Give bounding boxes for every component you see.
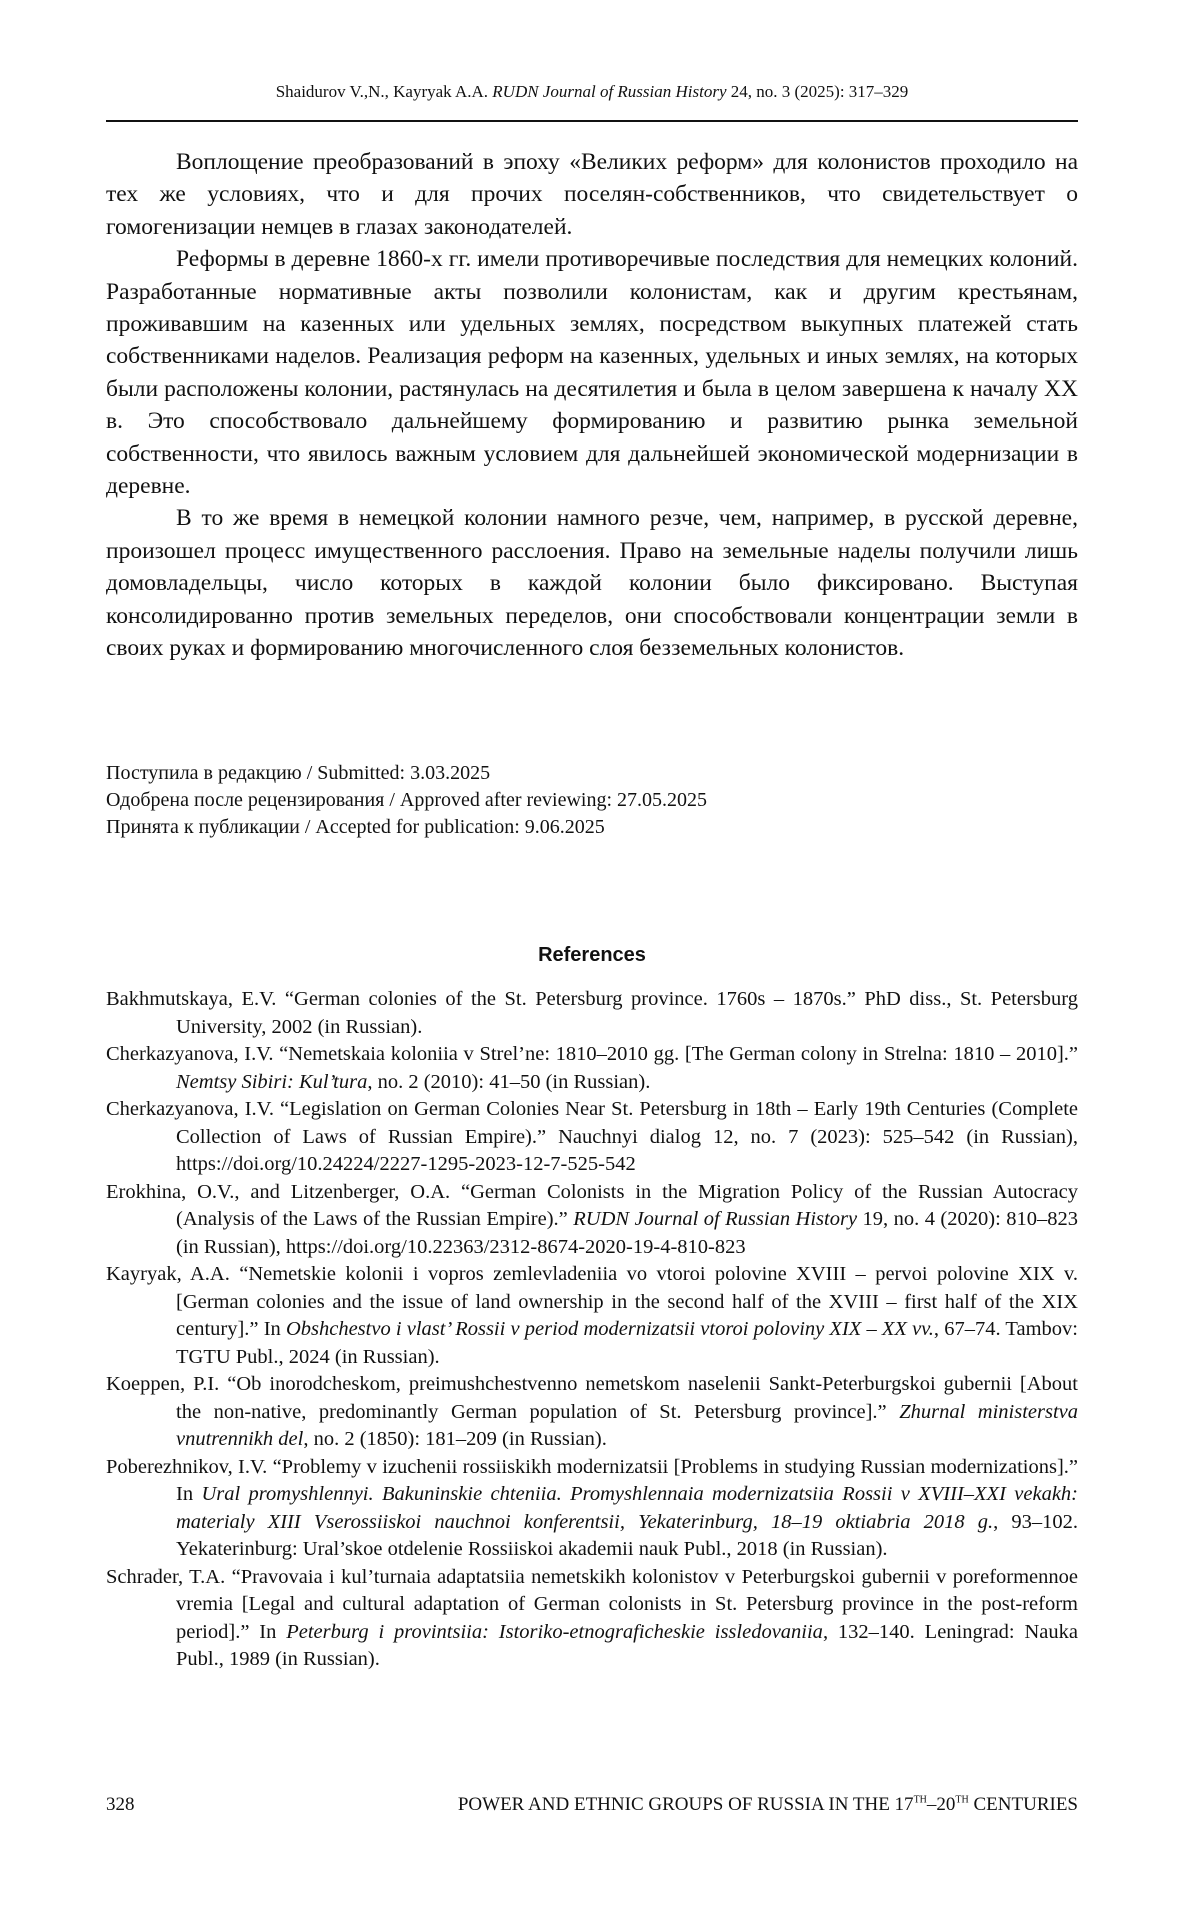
reference-item — [106, 1454, 1078, 1564]
reference-text: Schrader, T.A. “Pravovaia i kul’turnaia adaptatsiia nemetskikh kolonistov v Peterburgskoi gubernii v poreformennoe vremia [Legal and cultural adaptation of German colonists in St. Petersburg province in the post-reform period].” In — [106, 1566, 1078, 1643]
header-journal: RUDN Journal of Russian History — [492, 82, 726, 101]
superscript: TH — [914, 1795, 927, 1806]
series-title — [458, 1794, 1078, 1816]
reference-item — [106, 1261, 1078, 1371]
page-number: 328 — [106, 1794, 135, 1816]
reference-text: 19, no. 4 (2020): 810–823 (in Russian), https://doi.org/10.22363/2312-8674-2020-19-4-810-823 — [176, 1208, 1078, 1258]
reference-text: , 67–74. Tambov: TGTU Publ., 2024 (in Russian). — [176, 1318, 1078, 1368]
reference-item — [106, 1371, 1078, 1454]
reference-item — [106, 986, 1078, 1041]
reference-item — [106, 1564, 1078, 1674]
reference-title-italic: Nemtsy Sibiri: Kul’tura — [176, 1071, 367, 1093]
header-rule — [106, 120, 1078, 122]
page-footer — [106, 1794, 1078, 1816]
reference-title-italic: Zhurnal ministerstva vnutrennikh del — [176, 1401, 1078, 1451]
series-title-text: POWER AND ETHNIC GROUPS OF RUSSIA IN THE 17 — [458, 1794, 914, 1815]
reference-title-italic: RUDN Journal of Russian History — [573, 1208, 857, 1230]
superscript: TH — [955, 1795, 968, 1806]
reference-text: Koeppen, P.I. “Ob inorodcheskom, preimushchestvenno nemetskom naselenii Sankt-Peterburgskoi gubernii [About the non-native, predominantly German population of St. Petersburg province].” — [106, 1373, 1078, 1423]
reference-text: , 132–140. Leningrad: Nauka Publ., 1989 (in Russian). — [176, 1621, 1078, 1671]
reference-text: , no. 2 (1850): 181–209 (in Russian). — [303, 1428, 607, 1450]
series-title-text: –20 — [927, 1794, 956, 1815]
reference-item — [106, 1096, 1078, 1179]
references-heading: References — [106, 944, 1078, 967]
reference-text: Kayryak, A.A. “Nemetskie kolonii i vopros zemlevladeniia vo vtoroi polovine XVIII – pervoi polovine XIX v. [German colonies and the issue of land ownership in the second half of the XVIII – first half of the XIX century].” In — [106, 1263, 1078, 1340]
header-authors: Shaidurov V.,N., Kayryak A.A. — [276, 82, 493, 101]
paragraph: Воплощение преобразований в эпоху «Великих реформ» для колонистов проходило на тех же условиях, что и для прочих поселян-собственников, что свидетельствует о гомогенизации немцев в глазах законодателей. — [106, 146, 1078, 243]
reference-text: Poberezhnikov, I.V. “Problemy v izuchenii rossiiskikh modernizatsii [Problems in studying Russian modernizations].” In — [106, 1456, 1078, 1506]
reference-title-italic: Peterburg i provintsiia: Istoriko-etnograficheskie issledovaniia — [286, 1621, 823, 1643]
reference-text: Cherkazyanova, I.V. “Legislation on German Colonies Near St. Petersburg in 18th – Early 19th Centuries (Complete Collection of Laws of Russian Empire).” Nauchnyi dialog 12, no. 7 (2023): 525–542 (in Russian), https://doi.org/10.24224/2227-1295-2023-12-7-525-542 — [106, 1098, 1078, 1175]
reference-item — [106, 1041, 1078, 1096]
paragraph: В то же время в немецкой колонии намного резче, чем, например, в русской деревне, произошел процесс имущественного расслоения. Право на земельные наделы получили лишь домовладельцы, число которых в каждой колонии было фиксировано. Выступая консолидированно против земельных переделов, они способствовали концентрации земли в своих руках и формированию многочисленного слоя безземельных колонистов. — [106, 502, 1078, 664]
reference-title-italic: Obshchestvo i vlast’ Rossii v period modernizatsii vtoroi poloviny XIX – XX vv. — [286, 1318, 934, 1340]
references-list — [106, 986, 1078, 1674]
reference-text: , 93–102. Yekaterinburg: Ural’skoe otdelenie Rossiiskoi akademii nauk Publ., 2018 (in Russian). — [176, 1511, 1078, 1561]
running-header — [106, 82, 1078, 102]
accepted-date: Принята к публикации / Accepted for publication: 9.06.2025 — [106, 814, 707, 841]
paragraph: Реформы в деревне 1860-х гг. имели противоречивые последствия для немецких колоний. Разработанные нормативные акты позволили колонистам, как и другим крестьянам, проживавшим на казенных или удельных землях, посредством выкупных платежей стать собственниками наделов. Реализация реформ на казенных, удельных и иных землях, на которых были расположены колонии, растянулась на десятилетия и была в целом завершена к началу XX в. Это способствовало дальнейшему формированию и развитию рынка земельной собственности, что явилось важным условием для дальнейшей экономической модернизации в деревне. — [106, 243, 1078, 502]
article-dates — [106, 760, 707, 841]
header-issue: 24, no. 3 (2025): 317–329 — [727, 82, 909, 101]
series-title-text: CENTURIES — [969, 1794, 1078, 1815]
reference-text: , no. 2 (2010): 41–50 (in Russian). — [367, 1071, 650, 1093]
reference-item — [106, 1179, 1078, 1262]
reference-text: Bakhmutskaya, E.V. “German colonies of the St. Petersburg province. 1760s – 1870s.” PhD diss., St. Petersburg University, 2002 (in Russian). — [106, 988, 1078, 1038]
reference-text: Cherkazyanova, I.V. “Nemetskaia koloniia v Strel’ne: 1810–2010 gg. [The German colony in Strelna: 1810 – 2010].” — [106, 1043, 1078, 1065]
reference-text: Erokhina, O.V., and Litzenberger, O.A. “German Colonists in the Migration Policy of the Russian Autocracy (Analysis of the Laws of the Russian Empire).” — [106, 1181, 1078, 1231]
reference-title-italic: Ural promyshlennyi. Bakuninskie chteniia. Promyshlennaia modernizatsiia Rossii v XVIII–XXI vekakh: materialy XIII Vserossiiskoi nauchnoi konferentsii, Yekaterinburg, 18–19 oktiabria 2018 g. — [176, 1483, 1078, 1533]
approved-date: Одобрена после рецензирования / Approved after reviewing: 27.05.2025 — [106, 787, 707, 814]
body-text — [106, 146, 1078, 665]
submitted-date: Поступила в редакцию / Submitted: 3.03.2025 — [106, 760, 707, 787]
